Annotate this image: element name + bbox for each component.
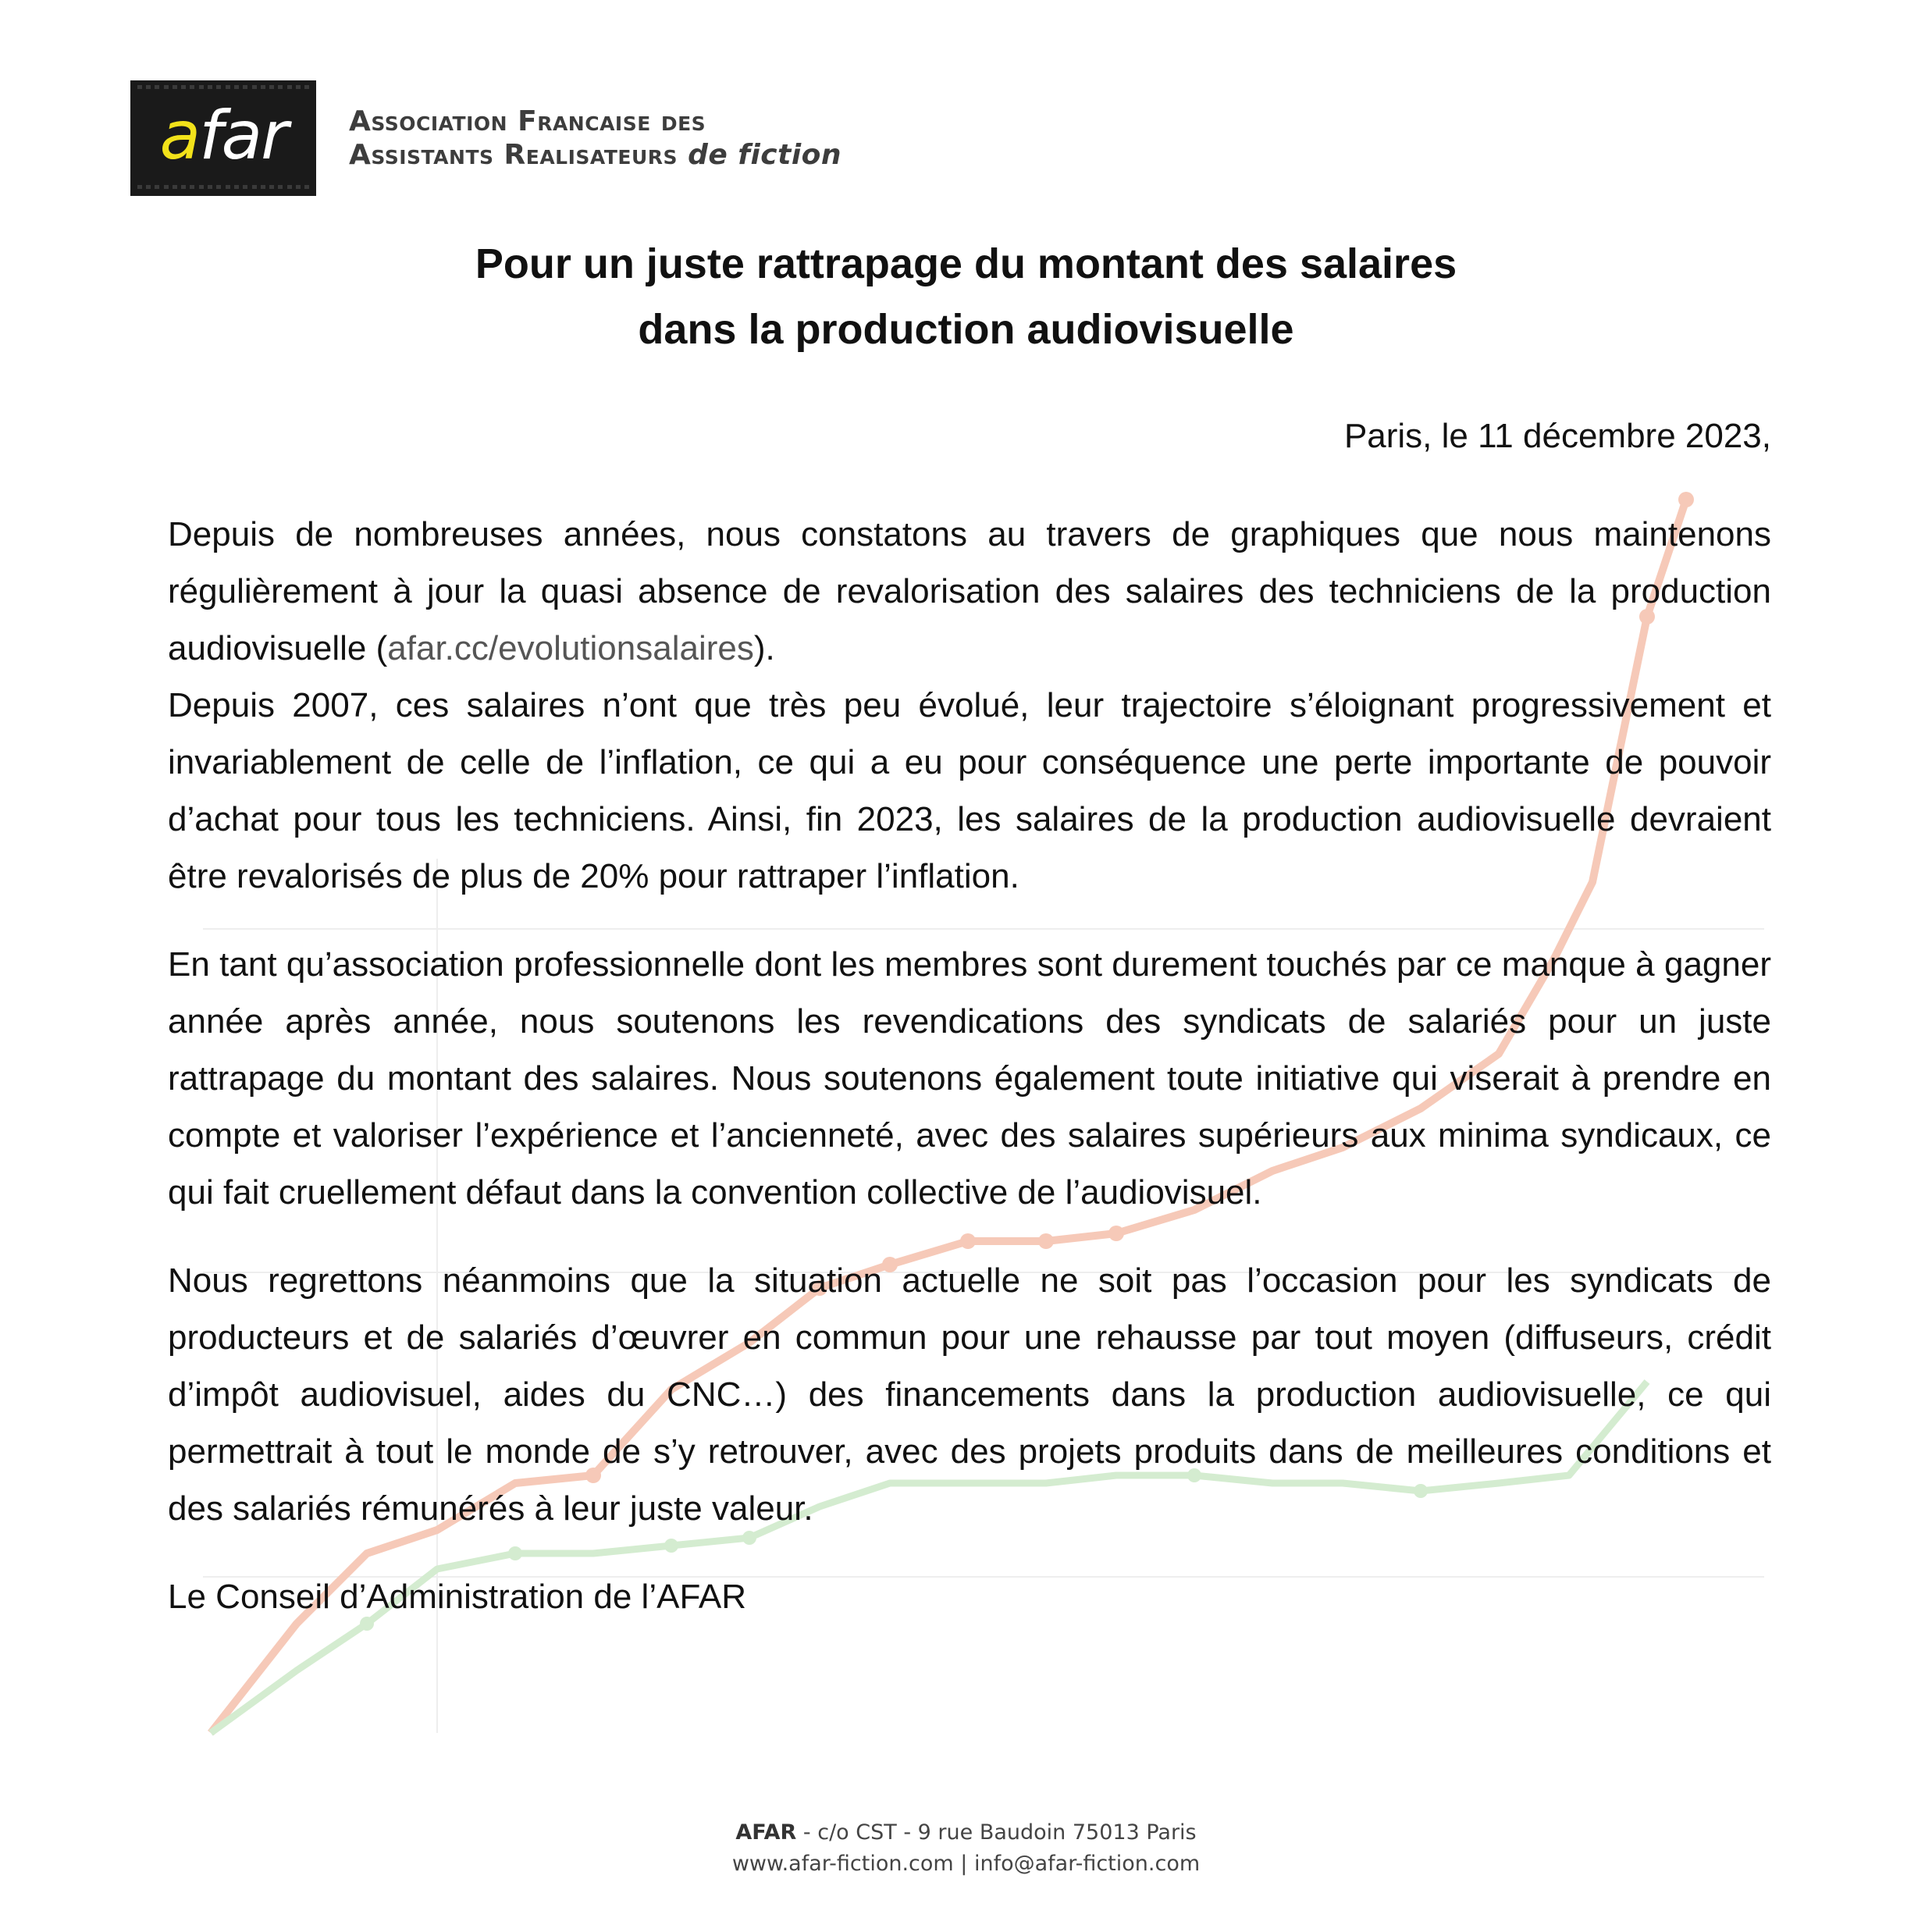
logo-letter-a: a [159,97,200,175]
film-strip-top [130,85,316,91]
footer-address-text: - c/o CST - 9 rue Baudoin 75013 Paris [796,1820,1197,1845]
afar-logo [130,80,316,196]
footer-org: AFAR [735,1820,797,1845]
paragraph-1-end: ). [753,629,775,667]
letter-body [168,506,1771,1625]
date-line: Paris, le 11 décembre 2023, [1343,417,1771,455]
organization-name-line2-main: Assistants Realisateurs [349,139,678,171]
organization-name-line2 [349,138,841,172]
organization-name-line2-italic: de fiction [688,139,842,171]
paragraph-4: Nous regrettons néanmoins que la situation actuelle ne soit pas l’occasion pour les syndicats de producteurs et de salariés d’œuvrer en commun pour une rehausse par tout moyen (diffuseurs, crédit d’impôt audiovisuel, aides du CNC…) des financements dans la production audiovisuelle, ce qui permettrait à tout le monde de s’y retrouver, avec des projets produits dans de meilleures conditions et des salariés rémunérés à leur juste valeur. [168,1261,1771,1528]
paragraph-1 [168,506,1771,677]
logo-letters-far: far [199,97,287,175]
film-strip-bottom [130,185,316,191]
document-title [0,231,1932,362]
footer-address [0,1817,1932,1848]
organization-name [349,105,841,172]
footer-contacts: www.afar-fiction.com | info@afar-fiction.com [731,1852,1201,1876]
organization-name-line1: Association Francaise des [349,105,706,137]
paragraph-3: En tant qu’association professionnelle dont les membres sont durement touchés par ce manque à gagner année après année, nous soutenons les revendications des syndicats de salariés pour un juste rattrapage du montant des salaires. Nous soutenons également toute initiative qui viserait à prendre en compte et valoriser l’expérience et l’ancienneté, avec des salaires supérieurs aux minima syndicaux, ce qui fait cruellement défaut dans la convention collective de l’audiovisuel. [168,945,1771,1212]
title-line-2: dans la production audiovisuelle [638,306,1294,353]
evolution-salaires-link[interactable]: afar.cc/evolutionsalaires [387,629,754,667]
paragraph-1-text: Depuis de nombreuses années, nous constatons au travers de graphiques que nous maintenons régulièrement à jour la quasi absence de revalorisation des salaires des techniciens de la production audiovisuelle ( [168,515,1771,667]
footer [0,1817,1932,1880]
logo-wordmark [159,97,287,175]
paragraph-2: Depuis 2007, ces salaires n’ont que très peu évolué, leur trajectoire s’éloignant progressivement et invariablement de celle de l’inflation, ce qui a eu pour conséquence une perte importante de pouvoir d’achat pour tous les techniciens. Ainsi, fin 2023, les salaires de la production audiovisuelle devraient être revalorisés de plus de 20% pour rattraper l’inflation. [168,686,1771,895]
signature: Le Conseil d’Administration de l’AFAR [168,1578,747,1616]
letterhead [130,80,841,196]
title-line-1: Pour un juste rattrapage du montant des salaires [475,240,1457,287]
